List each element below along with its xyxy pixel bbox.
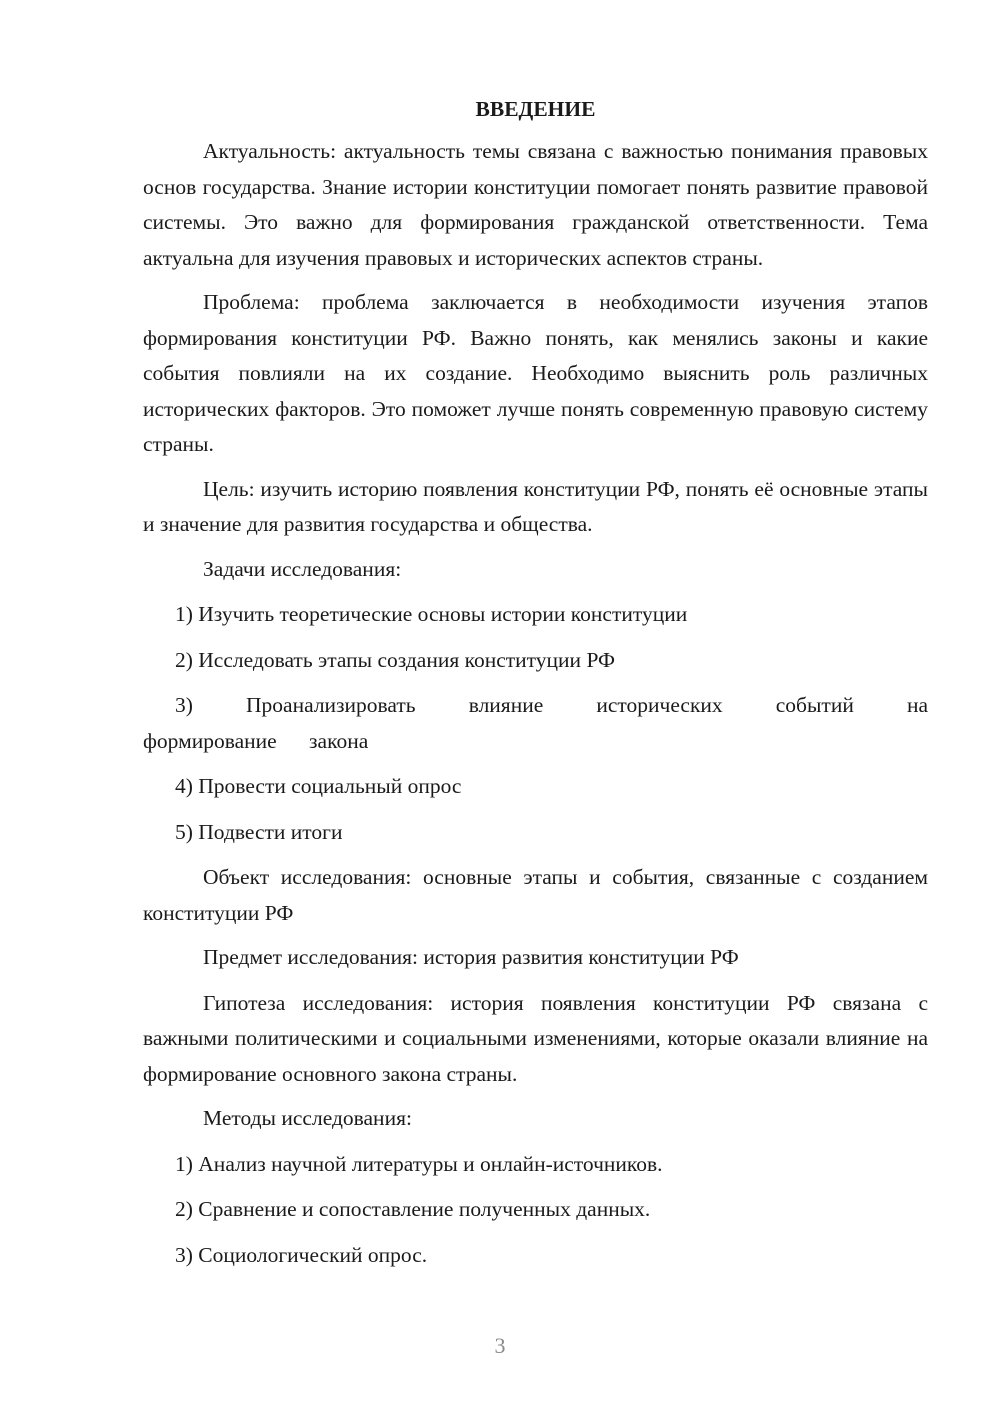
page-title: ВВЕДЕНИЕ — [475, 97, 596, 121]
task-item-1: 1) Изучить теоретические основы истории конституции — [175, 602, 688, 626]
method-item-1: 1) Анализ научной литературы и онлайн-источников. — [175, 1151, 663, 1176]
method-item-2: 2) Сравнение и сопоставление полученных данных. — [175, 1197, 651, 1221]
task-item-5: 5) Подвести итоги — [175, 819, 343, 844]
document-page — [143, 92, 928, 1283]
page-number: 3 — [494, 1333, 506, 1358]
paragraph-problem: Проблема: проблема заключается в необходимости изучения этапов формирования конституции РФ. Важно понять, как менялись законы и какие события повлияли на их создание. Необходимо выяснить роль различных исторических факторов. Это поможет лучше понять современную правовую систему страны. — [143, 290, 928, 456]
paragraph-hypothesis: Гипотеза исследования: история появления конституции РФ связана с важными политическими и социальными изменениями, которые оказали влияние на формирование основного закона страны. — [143, 990, 928, 1086]
task-item-4: 4) Провести социальный опрос — [175, 774, 462, 798]
paragraph-goal: Цель: изучить историю появления конституции РФ, понять её основные этапы и значение для развития государства и общества. — [143, 476, 928, 536]
paragraph-relevance: Актуальность: актуальность темы связана с важностью понимания правовых основ государства. Знание истории конституции помогает понять развитие правовой системы. Это важно для формирования гражданской ответственности. Тема актуальна для изучения правовых и исторических аспектов страны. — [143, 139, 928, 270]
paragraph-subject: Предмет исследования: история развития конституции РФ — [203, 945, 739, 969]
tasks-heading: Задачи исследования: — [203, 556, 402, 581]
task-item-2: 2) Исследовать этапы создания конституции РФ — [175, 647, 616, 672]
paragraph-object: Объект исследования: основные этапы и события, связанные с созданием конституции РФ — [143, 865, 928, 925]
method-item-3: 3) Социологический опрос. — [175, 1242, 428, 1267]
methods-heading: Методы исследования: — [203, 1106, 412, 1130]
task-item-3: 3) Проанализировать влияние исторических событий на формирование закона — [143, 693, 928, 753]
